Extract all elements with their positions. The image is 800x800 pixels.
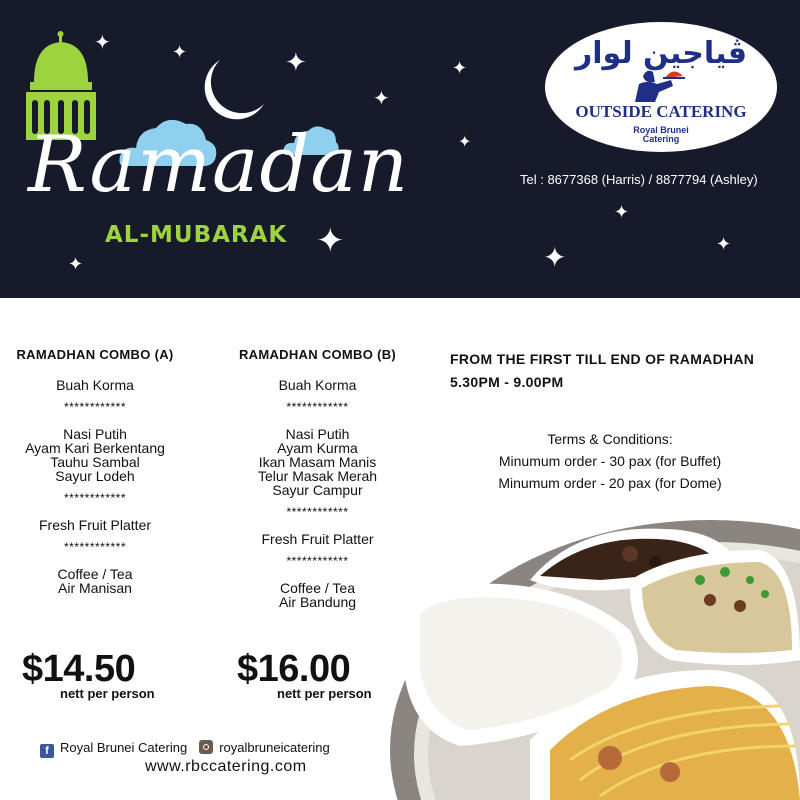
- terms-title: Terms & Conditions:: [547, 431, 673, 447]
- combo-b-main-item: Ikan Masam Manis: [258, 454, 377, 470]
- star-icon: ✦: [716, 234, 732, 255]
- logo-brand-line2: Catering: [642, 134, 680, 144]
- logo-outside-catering: OUTSIDE CATERING: [575, 102, 747, 121]
- combo-a-price: $14.50: [22, 648, 136, 690]
- terms-and-conditions: [470, 428, 750, 494]
- star-icon: ✦: [285, 48, 307, 78]
- telephone-contact: Tel : 8677368 (Harris) / 8877794 (Ashley): [520, 172, 758, 187]
- star-icon: ✦: [68, 254, 84, 275]
- logo-arabic-text: ڤياجين لوار: [574, 36, 748, 71]
- combo-b-price: $16.00: [237, 648, 351, 690]
- star-icon: ✦: [543, 241, 567, 274]
- combo-a-starter: Buah Korma: [56, 377, 134, 393]
- combo-b-main-item: Telur Masak Merah: [257, 468, 378, 484]
- combo-b-main-item: Nasi Putih: [285, 426, 350, 442]
- combo-b-menu: [225, 348, 410, 609]
- combo-a-main-item: Nasi Putih: [63, 426, 127, 442]
- service-period: [450, 348, 754, 394]
- combo-a-price-note: nett per person: [60, 686, 155, 701]
- star-icon: ✦: [94, 30, 111, 54]
- star-icon: ✦: [316, 221, 345, 261]
- facebook-link[interactable]: Royal Brunei Catering: [60, 740, 188, 755]
- terms-line: Minumum order - 20 pax (for Dome): [498, 475, 722, 491]
- combo-b-heading: RAMADHAN COMBO (B): [238, 347, 397, 362]
- star-icon: ✦: [458, 132, 472, 151]
- period-time: 5.30PM - 9.00PM: [450, 374, 564, 390]
- facebook-icon: f: [40, 744, 54, 758]
- logo-brand: [545, 126, 777, 144]
- logo-brand-line1: Royal Brunei: [633, 125, 689, 135]
- combo-a-main-item: Ayam Kari Berkentang: [25, 440, 165, 456]
- star-icon: ✦: [452, 58, 468, 79]
- star-icon: ✦: [373, 86, 390, 110]
- combo-b-starter: Buah Korma: [278, 377, 357, 393]
- combo-a-separator: ************: [63, 491, 127, 505]
- combo-a-main-item: Tauhu Sambal: [50, 454, 140, 470]
- combo-b-drink: Coffee / Tea: [280, 580, 355, 596]
- period-line: FROM THE FIRST TILL END OF RAMADHAN: [450, 351, 755, 367]
- waiter-icon: [625, 66, 689, 102]
- terms-line: Minumum order - 30 pax (for Buffet): [498, 453, 722, 469]
- combo-a-dessert: Fresh Fruit Platter: [38, 517, 152, 533]
- instagram-icon: [199, 740, 213, 754]
- al-mubarak-subtitle: AL-MUBARAK: [105, 222, 288, 248]
- combo-a-menu: [10, 348, 180, 595]
- combo-a-drink: Coffee / Tea: [57, 566, 133, 582]
- social-links: [40, 740, 330, 758]
- outside-catering-logo: [545, 22, 777, 152]
- star-icon: ✦: [614, 202, 630, 223]
- combo-a-separator: ************: [63, 540, 127, 554]
- combo-a-drink: Air Manisan: [58, 580, 132, 596]
- header-banner: [0, 0, 800, 298]
- combo-b-separator: ************: [286, 554, 349, 568]
- combo-b-price-note: nett per person: [277, 686, 372, 701]
- combo-b-separator: ************: [286, 400, 349, 414]
- ramadan-title: Ramadan: [28, 120, 410, 210]
- combo-b-dessert: Fresh Fruit Platter: [261, 531, 374, 547]
- combo-b-main-item: Sayur Campur: [272, 482, 363, 498]
- food-platter-image: [380, 510, 800, 800]
- combo-b-main-item: Ayam Kurma: [277, 440, 358, 456]
- combo-a-separator: ************: [63, 400, 127, 414]
- website-link[interactable]: www.rbccatering.com: [145, 758, 307, 775]
- combo-b-separator: ************: [286, 505, 349, 519]
- combo-a-heading: RAMADHAN COMBO (A): [16, 347, 174, 362]
- combo-b-drink: Air Bandung: [278, 594, 357, 610]
- combo-a-main-item: Sayur Lodeh: [55, 468, 135, 484]
- star-icon: ✦: [172, 42, 188, 63]
- instagram-link[interactable]: royalbruneicatering: [219, 740, 330, 755]
